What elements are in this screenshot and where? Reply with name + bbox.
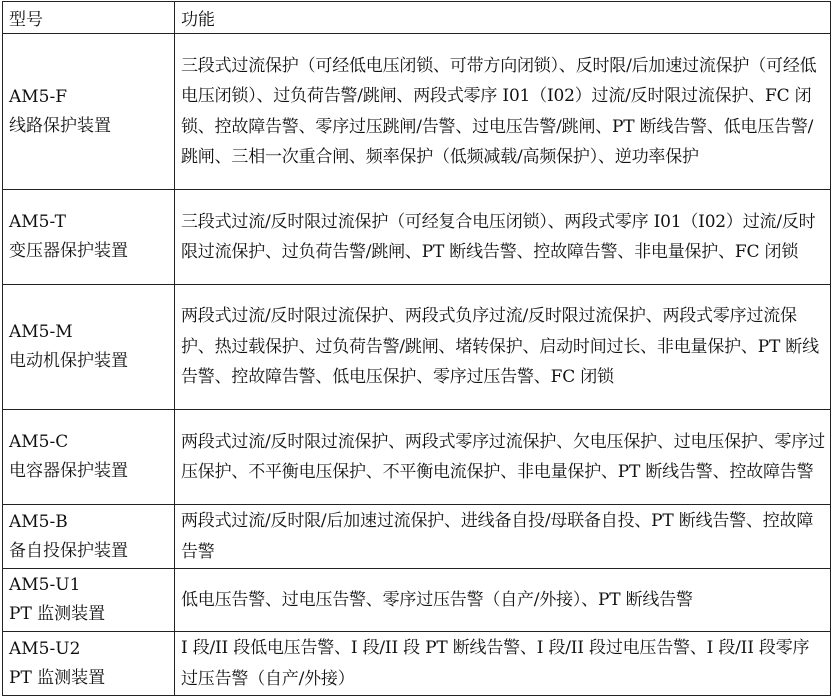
function-cell: 低电压告警、过电压告警、零序过压告警（自产/外接）、PT 断线告警 (175, 569, 831, 632)
device-name: 电容器保护装置 (9, 461, 128, 481)
table-row (3, 505, 831, 569)
model-cell (3, 285, 175, 410)
model-code: AM5-C (9, 432, 69, 452)
table-header-row (3, 2, 831, 34)
function-cell: 三段式过流保护（可经低电压闭锁、可带方向闭锁）、反时限/后加速过流保护（可经低电压闭锁）、过负荷告警/跳闸、两段式零序 I01（I02）过流/反时限过流保护、FC 闭锁、控故障告警、零序过压跳闸/告警、过电压告警/跳闸、PT 断线告警、低电压告警/跳闸、三相一次重合闸、频率保护（低频减载/高频保护）、逆功率保护 (175, 34, 831, 190)
function-cell: I 段/II 段低电压告警、I 段/II 段 PT 断线告警、I 段/II 段过电压告警、I 段/II 段零序过压告警（自产/外接） (175, 632, 831, 696)
table-row (3, 34, 831, 190)
table-row (3, 285, 831, 410)
model-code: AM5-M (9, 322, 73, 342)
device-name: PT 监测装置 (9, 604, 106, 624)
header-model: 型号 (3, 2, 175, 34)
table-row (3, 632, 831, 696)
protection-device-table (2, 1, 831, 696)
device-name: PT 监测装置 (9, 667, 106, 688)
function-cell: 三段式过流/反时限过流保护（可经复合电压闭锁）、两段式零序 I01（I02）过流/反时限过流保护、过负荷告警/跳闸、PT 断线告警、控故障告警、非电量保护、FC 闭锁 (175, 190, 831, 285)
model-code: AM5-T (9, 212, 66, 232)
function-cell: 两段式过流/反时限/后加速过流保护、进线备自投/母联备自投、PT 断线告警、控故障告警 (175, 505, 831, 569)
device-name: 变压器保护装置 (9, 241, 128, 261)
table-row (3, 569, 831, 632)
table-row (3, 190, 831, 285)
function-cell: 两段式过流/反时限过流保护、两段式负序过流/反时限过流保护、两段式零序过流保护、热过载保护、过负荷告警/跳闸、堵转保护、启动时间过长、非电量保护、PT 断线告警、控故障告警、低电压保护、零序过压告警、FC 闭锁 (175, 285, 831, 410)
model-code: AM5-F (9, 86, 68, 107)
model-cell (3, 34, 175, 190)
model-cell (3, 569, 175, 632)
model-code: AM5-U1 (9, 575, 81, 595)
device-name: 线路保护装置 (9, 115, 111, 136)
model-code: AM5-U2 (9, 638, 81, 659)
model-cell (3, 410, 175, 505)
header-function: 功能 (175, 2, 831, 34)
device-name: 备自投保护装置 (9, 540, 128, 561)
function-cell: 两段式过流/反时限过流保护、两段式零序过流保护、欠电压保护、过电压保护、零序过压保护、不平衡电压保护、不平衡电流保护、非电量保护、PT 断线告警、控故障告警 (175, 410, 831, 505)
model-cell (3, 505, 175, 569)
table-row (3, 410, 831, 505)
model-cell (3, 632, 175, 696)
model-code: AM5-B (9, 511, 68, 532)
device-name: 电动机保护装置 (9, 351, 128, 371)
model-cell (3, 190, 175, 285)
